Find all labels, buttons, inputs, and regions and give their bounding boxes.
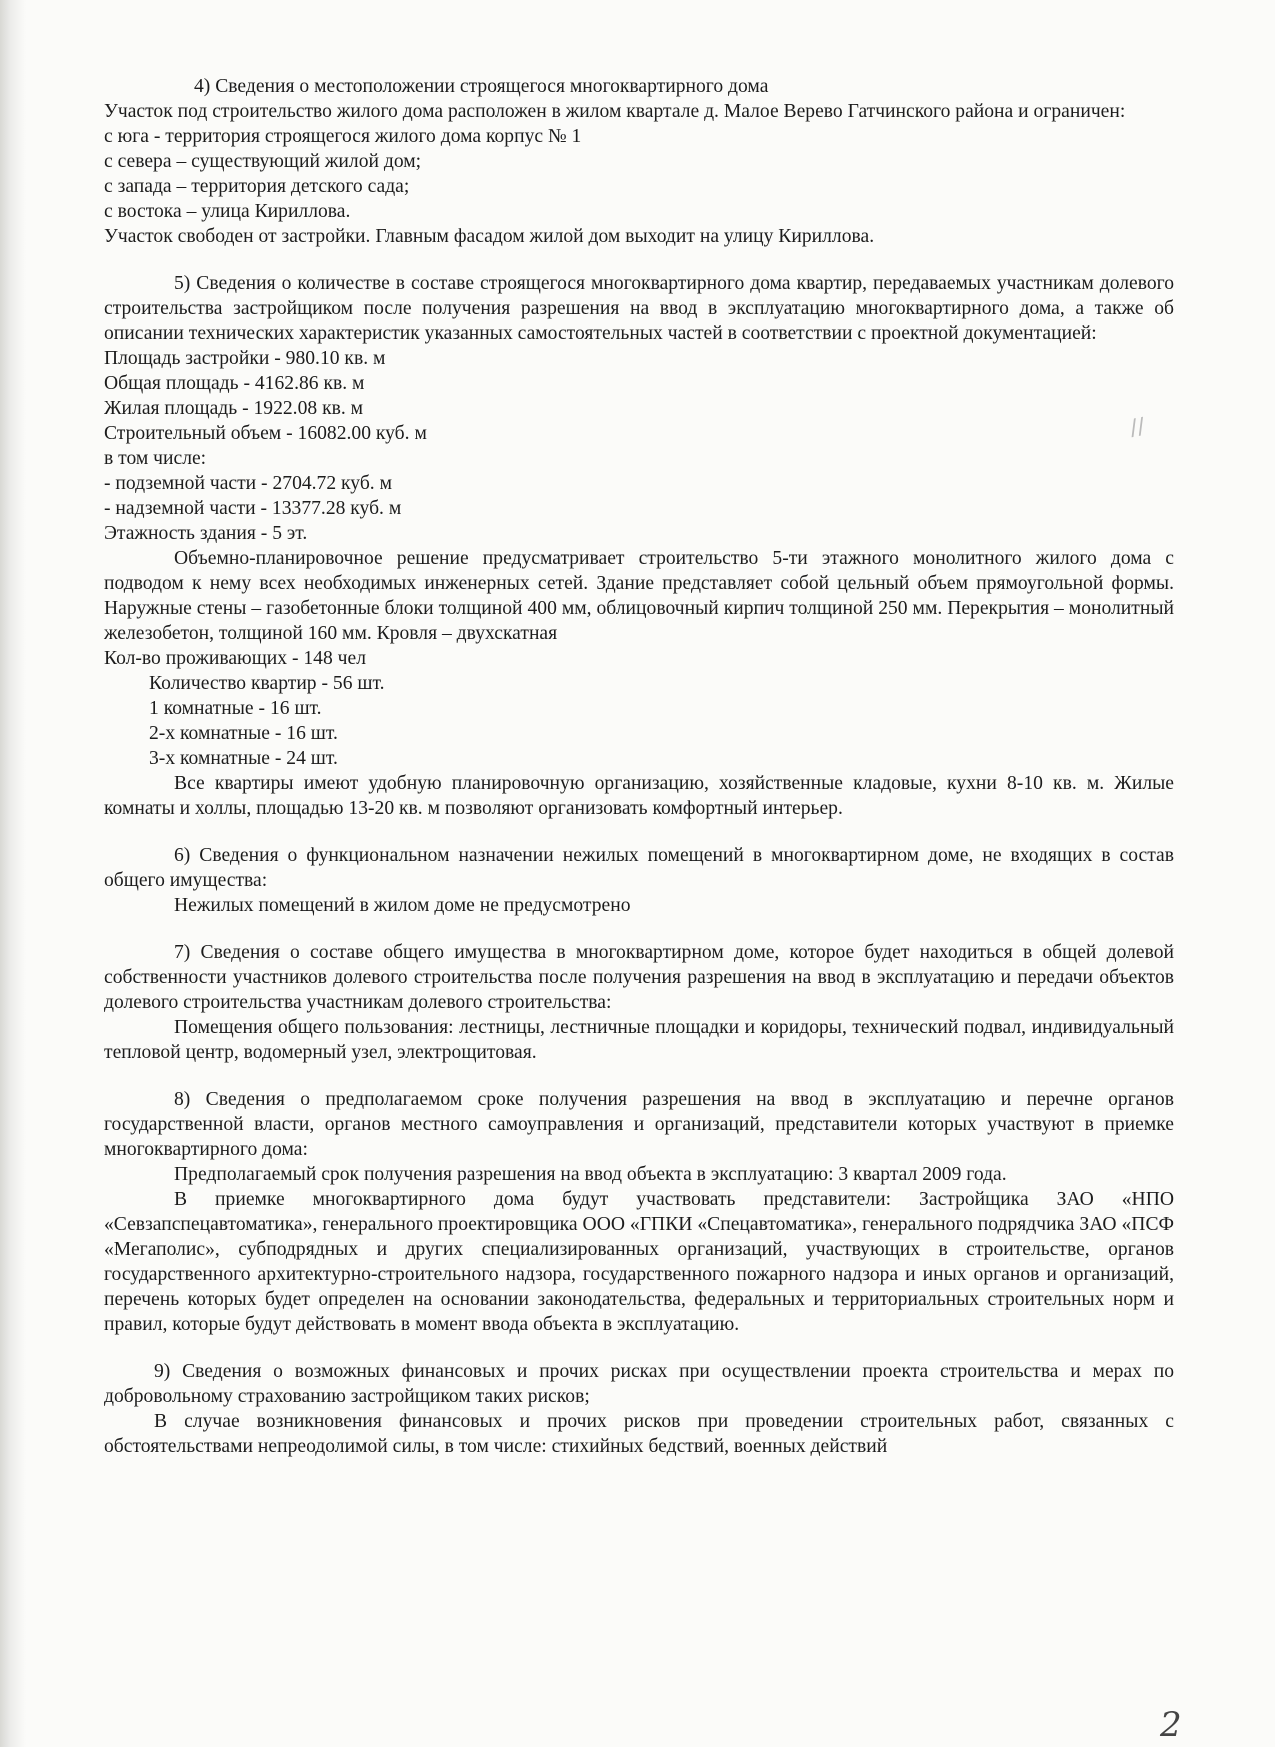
scan-edge-shadow [0, 0, 26, 1747]
section-5-description: Объемно-планировочное решение предусматривает строительство 5-ти этажного монолитного жилого дома с подводом к нему всех необходимых инженерных сетей. Здание представляет собой цельный объем прямоугольной формы. Наружные стены – газобетонные блоки толщиной 400 мм, облицовочный кирпич толщиной 250 мм. Перекрытия – монолитный железобетон, толщиной 160 мм. Кровля – двухскатная [104, 548, 1174, 644]
section-4-line: с востока – улица Кириллова. [104, 201, 351, 222]
spec-line: - надземной части - 13377.28 куб. м [104, 498, 402, 519]
section-9-heading: 9) Сведения о возможных финансовых и прочих рисках при осуществлении проекта строительства и мерах по добровольному страхованию застройщиком таких рисков; [104, 1361, 1174, 1407]
section-4-line: Участок под строительство жилого дома расположен в жилом квартале д. Малое Верево Гатчинского района и ограничен: [104, 101, 1126, 122]
section-4-heading: 4) Сведения о местоположении строящегося многоквартирного дома [194, 76, 769, 97]
section-7-text: Помещения общего пользования: лестницы, лестничные площадки и коридоры, технический подвал, индивидуальный тепловой центр, водомерный узел, электрощитовая. [104, 1017, 1174, 1063]
page-number: 2 [1160, 1705, 1182, 1745]
section-6-heading: 6) Сведения о функциональном назначении нежилых помещений в многоквартирном доме, не входящих в состав общего имущества: [104, 845, 1174, 891]
spec-line: Этажность здания - 5 эт. [104, 523, 308, 544]
spec-line: в том числе: [104, 448, 207, 469]
spec-line: Площадь застройки - 980.10 кв. м [104, 348, 386, 369]
section-4-line: Участок свободен от застройки. Главным фасадом жилой дом выходит на улицу Кириллова. [104, 226, 875, 247]
section-8-heading: 8) Сведения о предполагаемом сроке получения разрешения на ввод в эксплуатацию и перечне органов государственной власти, органов местного самоуправления и организаций, представители которых участвуют в приемке многоквартирного дома: [104, 1089, 1174, 1160]
spec-line: Жилая площадь - 1922.08 кв. м [104, 398, 364, 419]
section-7-heading: 7) Сведения о составе общего имущества в многоквартирном доме, которое будет находиться в общей долевой собственности участников долевого строительства после получения разрешения на ввод в эксплуатацию и передачи объектов долевого строительства участникам долевого строительства: [104, 942, 1174, 1013]
spec-line: - подземной части - 2704.72 куб. м [104, 473, 392, 494]
section-5-heading: 5) Сведения о количестве в составе строящегося многоквартирного дома квартир, передаваемых участникам долевого строительства застройщиком после получения разрешения на ввод в эксплуатацию многоквартирного дома, а также об описании технических характеристик указанных самостоятельных частей в соответствии с проектной документацией: [104, 273, 1174, 344]
section-9-text: В случае возникновения финансовых и прочих рисков при проведении строительных работ, связанных с обстоятельствами непреодолимой силы, в том числе: стихийных бедствий, военных действий [104, 1411, 1174, 1457]
section-4-line: с юга - территория строящегося жилого дома корпус № 1 [104, 126, 582, 147]
spec-line: Строительный объем - 16082.00 куб. м [104, 423, 427, 444]
section-8-term: Предполагаемый срок получения разрешения на ввод объекта в эксплуатацию: 3 квартал 2009 года. [174, 1164, 1007, 1185]
apartments-line: 2-х комнатные - 16 шт. [149, 723, 338, 744]
document-body [104, 74, 1174, 1459]
spec-line: Общая площадь - 4162.86 кв. м [104, 373, 365, 394]
section-8-participants: В приемке многоквартирного дома будут участвовать представители: Застройщика ЗАО «НПО «Севзапспецавтоматика», генерального проектировщика ООО «ГПКИ «Спецавтоматика», генерального подрядчика ЗАО «ПСФ «Мегаполис», субподрядных и других специализированных организаций, участвующих в строительстве, органов государственного архитектурно-строительного надзора, государственного пожарного надзора и иных органов и организаций, перечень которых будет определен на основании законодательства, федеральных и территориальных строительных норм и правил, которые будут действовать в момент ввода объекта в эксплуатацию. [104, 1189, 1174, 1335]
apartments-line: Количество квартир - 56 шт. [149, 673, 385, 694]
section-4-line: с севера – существующий жилой дом; [104, 151, 422, 172]
pencil-mark: // [1127, 413, 1147, 442]
apartments-line: 3-х комнатные - 24 шт. [149, 748, 338, 769]
apartments-line: 1 комнатные - 16 шт. [149, 698, 322, 719]
residents-line: Кол-во проживающих - 148 чел [104, 648, 366, 669]
section-5-note: Все квартиры имеют удобную планировочную организацию, хозяйственные кладовые, кухни 8-10 кв. м. Жилые комнаты и холлы, площадью 13-20 кв. м позволяют организовать комфортный интерьер. [104, 773, 1174, 819]
section-6-text: Нежилых помещений в жилом доме не предусмотрено [174, 895, 631, 916]
section-4-line: с запада – территория детского сада; [104, 176, 410, 197]
